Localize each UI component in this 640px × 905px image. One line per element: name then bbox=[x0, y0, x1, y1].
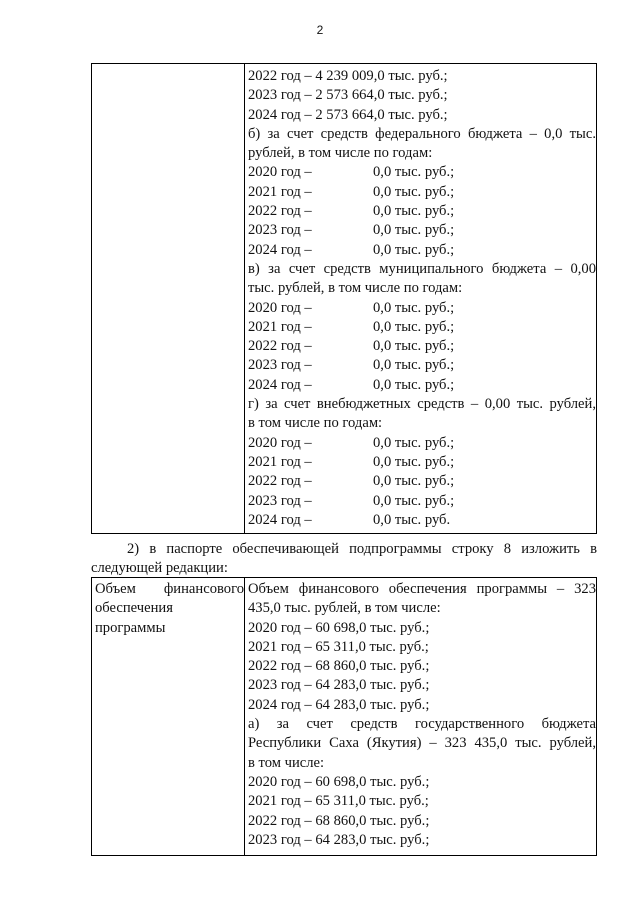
year-amount: 0,0 тыс. руб.; bbox=[373, 338, 455, 355]
municipal-year-row bbox=[248, 318, 596, 337]
year-amount: 0,0 тыс. руб.; bbox=[373, 183, 455, 200]
year-amount: 0,0 тыс. руб.; bbox=[373, 357, 455, 374]
municipal-year-row bbox=[248, 337, 596, 356]
table-cell-funding bbox=[245, 64, 597, 534]
row-label: Объем финансового bbox=[95, 581, 244, 597]
year-amount: 0,0 тыс. руб.; bbox=[373, 434, 455, 451]
state-year-line: 2020 год – 60 698,0 тыс. руб.; bbox=[248, 773, 430, 790]
extrabudget-year-row bbox=[248, 472, 596, 491]
year-label: 2021 год – bbox=[248, 183, 312, 200]
row-label: обеспечения bbox=[95, 600, 173, 617]
page-number: 2 bbox=[316, 23, 324, 37]
year-amount: 0,0 тыс. руб.; bbox=[373, 203, 455, 220]
state-year-line: 2023 год – 64 283,0 тыс. руб.; bbox=[248, 831, 430, 848]
federal-heading: б) за счет средств федерального бюджета – 0,0 тыс. bbox=[248, 125, 596, 142]
municipal-heading: тыс. рублей, в том числе по годам: bbox=[248, 280, 463, 297]
table-row bbox=[92, 64, 597, 534]
row-label: программы bbox=[95, 619, 166, 636]
paragraph-line: следующей редакции: bbox=[91, 560, 228, 577]
table-cell-funding bbox=[245, 578, 597, 856]
extrabudget-year-row bbox=[248, 434, 596, 453]
support-subprogram-table bbox=[91, 577, 597, 856]
year-amount: 0,0 тыс. руб.; bbox=[373, 299, 455, 316]
year-amount: 0,0 тыс. руб.; bbox=[373, 241, 455, 258]
year-label: 2023 год – bbox=[248, 222, 312, 239]
year-amount: 0,0 тыс. руб.; bbox=[373, 222, 455, 239]
year-label: 2024 год – bbox=[248, 376, 312, 393]
year-label: 2022 год – bbox=[248, 338, 312, 355]
table-cell-empty bbox=[92, 64, 245, 534]
year-label: 2022 год – bbox=[248, 473, 312, 490]
table-row bbox=[92, 578, 597, 856]
year-label: 2020 год – bbox=[248, 164, 312, 181]
year-label: 2021 год – bbox=[248, 453, 312, 470]
total-year-line: 2020 год – 60 698,0 тыс. руб.; bbox=[248, 619, 430, 636]
amendment-paragraph bbox=[91, 540, 597, 579]
total-year-line: 2023 год – 64 283,0 тыс. руб.; bbox=[248, 677, 430, 694]
extrabudget-heading: в том числе по годам: bbox=[248, 415, 383, 432]
municipal-year-row bbox=[248, 299, 596, 318]
funding-line: 2024 год – 2 573 664,0 тыс. руб.; bbox=[248, 106, 448, 123]
year-amount: 0,0 тыс. руб.; bbox=[373, 376, 455, 393]
federal-year-row bbox=[248, 241, 596, 260]
total-heading: Объем финансового обеспечения программы – 323 bbox=[248, 581, 596, 597]
municipal-heading: в) за счет средств муниципального бюджета – 0,00 bbox=[248, 260, 596, 277]
year-amount: 0,0 тыс. руб.; bbox=[373, 453, 455, 470]
extrabudget-year-row bbox=[248, 511, 596, 530]
extrabudget-year-row bbox=[248, 492, 596, 511]
funding-line: 2023 год – 2 573 664,0 тыс. руб.; bbox=[248, 87, 448, 104]
state-heading: в том числе: bbox=[248, 754, 325, 771]
table-cell-label bbox=[92, 578, 245, 856]
federal-heading: рублей, в том числе по годам: bbox=[248, 145, 433, 162]
federal-year-row bbox=[248, 202, 596, 221]
state-heading: Республики Саха (Якутия) – 323 435,0 тыс. рублей, bbox=[248, 735, 596, 752]
year-label: 2024 год – bbox=[248, 511, 312, 528]
federal-year-row bbox=[248, 183, 596, 202]
state-year-line: 2021 год – 65 311,0 тыс. руб.; bbox=[248, 793, 429, 810]
year-amount: 0,0 тыс. руб.; bbox=[373, 473, 455, 490]
year-amount: 0,0 тыс. руб.; bbox=[373, 492, 455, 509]
extrabudget-heading: г) за счет внебюджетных средств – 0,00 тыс. рублей, bbox=[248, 396, 596, 413]
federal-year-row bbox=[248, 163, 596, 182]
year-label: 2022 год – bbox=[248, 203, 312, 220]
paragraph-line: 2) в паспорте обеспечивающей подпрограммы строку 8 изложить в bbox=[127, 541, 597, 557]
year-amount: 0,0 тыс. руб. bbox=[373, 511, 451, 528]
funding-line: 2022 год – 4 239 009,0 тыс. руб.; bbox=[248, 68, 448, 84]
municipal-year-row bbox=[248, 376, 596, 395]
state-year-line: 2022 год – 68 860,0 тыс. руб.; bbox=[248, 812, 430, 829]
year-label: 2023 год – bbox=[248, 357, 312, 374]
year-label: 2020 год – bbox=[248, 299, 312, 316]
total-year-line: 2024 год – 64 283,0 тыс. руб.; bbox=[248, 696, 430, 713]
state-heading: а) за счет средств государственного бюджета bbox=[248, 716, 596, 733]
year-label: 2020 год – bbox=[248, 434, 312, 451]
total-year-line: 2021 год – 65 311,0 тыс. руб.; bbox=[248, 638, 429, 655]
year-label: 2024 год – bbox=[248, 241, 312, 258]
total-year-line: 2022 год – 68 860,0 тыс. руб.; bbox=[248, 658, 430, 675]
year-amount: 0,0 тыс. руб.; bbox=[373, 318, 455, 335]
funding-table-continued bbox=[91, 63, 597, 534]
year-label: 2023 год – bbox=[248, 492, 312, 509]
year-label: 2021 год – bbox=[248, 318, 312, 335]
municipal-year-row bbox=[248, 356, 596, 375]
year-amount: 0,0 тыс. руб.; bbox=[373, 164, 455, 181]
extrabudget-year-row bbox=[248, 453, 596, 472]
federal-year-row bbox=[248, 221, 596, 240]
total-heading: 435,0 тыс. рублей, в том числе: bbox=[248, 600, 441, 617]
